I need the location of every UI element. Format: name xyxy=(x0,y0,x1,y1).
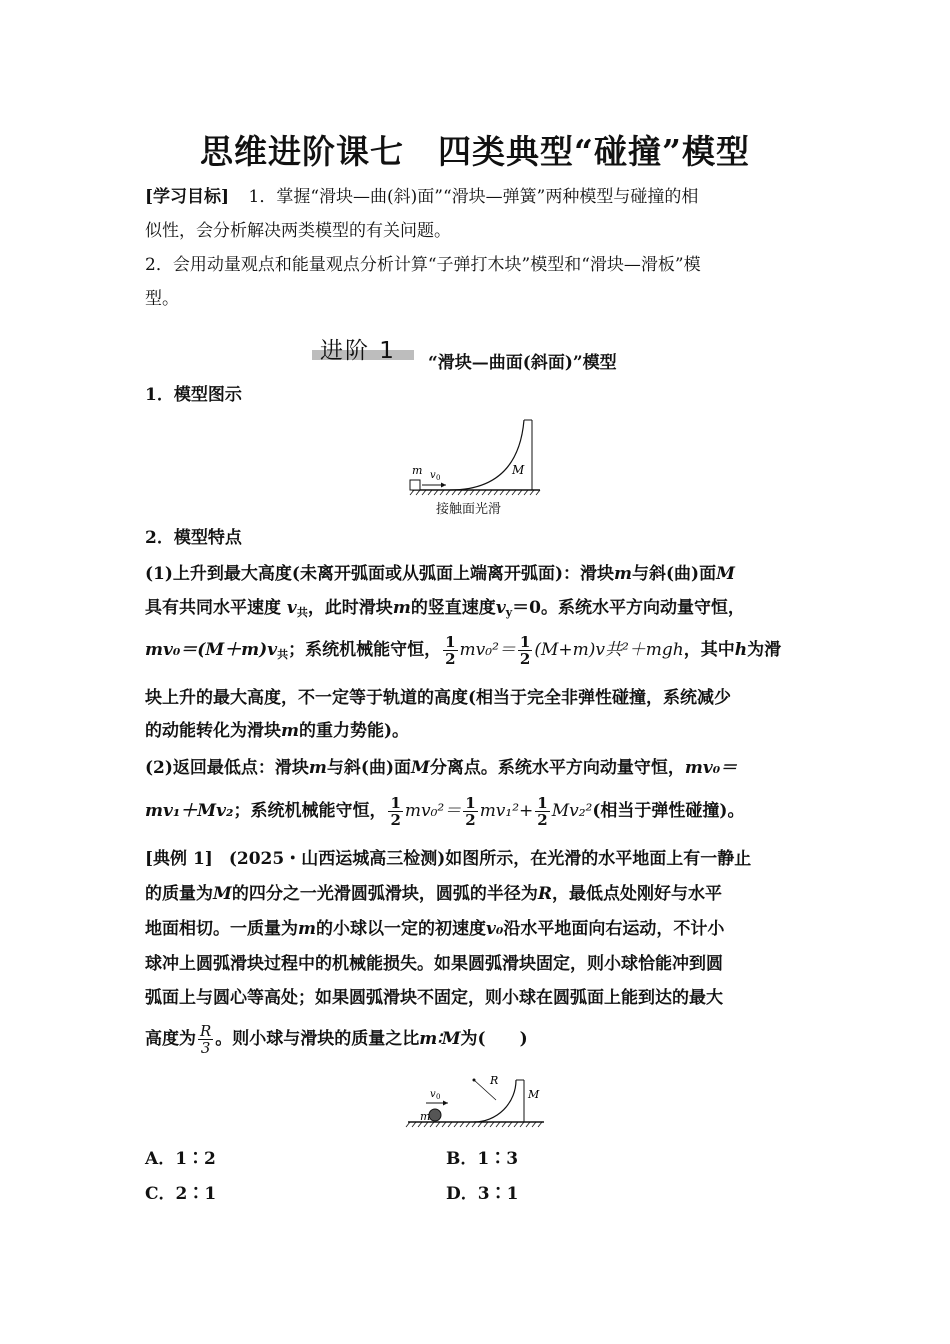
option-c[interactable]: C．2∶1 xyxy=(145,1184,217,1204)
objectives-line-3: 2．会用动量观点和能量观点分析计算“子弹打木块”模型和“滑块—滑板”模 xyxy=(145,255,701,275)
fig2-label-v: v xyxy=(430,1089,436,1100)
fraction-half-2: $\frac{1}{2}$ xyxy=(519,633,531,668)
example-l3-v0: v₀ xyxy=(486,919,504,939)
example-l2-M: M xyxy=(213,884,232,904)
feature-1-l2-m: m xyxy=(392,598,411,618)
feature-1-l2-text-d: ＝0。系统水平方向动量守恒， xyxy=(512,598,745,618)
example-l2-c: ，最低点处刚好与水平 xyxy=(551,884,722,904)
option-a[interactable]: A．1∶2 xyxy=(145,1149,216,1169)
example-l3-b: 的小球以一定的初速度 xyxy=(316,919,486,939)
model-diagram-heading: 1．模型图示 xyxy=(145,385,242,405)
example-l6-c: 为( ) xyxy=(460,1029,528,1049)
feature-2-momentum-formula: mv₁＋Mv₂ xyxy=(145,801,234,821)
feature-1-l3-end2: 为滑 xyxy=(747,640,782,660)
fig1-label-v: v xyxy=(430,470,436,481)
example-l3-a: 地面相切。一质量为 xyxy=(145,919,298,939)
page-title: 思维进阶课七 四类典型“碰撞”模型 xyxy=(200,132,750,171)
fraction-r-over-3: $\frac{R}{3}$ xyxy=(200,1022,212,1057)
feature-1-l2-vy: v xyxy=(495,598,506,618)
option-b[interactable]: B．1∶3 xyxy=(446,1149,519,1169)
feature-2-l2-mid: ；系统机械能守恒， xyxy=(233,801,387,821)
example-l3-m: m xyxy=(298,919,316,939)
feature-1-var-M: M xyxy=(716,564,735,584)
feature-2-l1-b: 与斜(曲)面 xyxy=(326,758,412,778)
feature-1-l2-text-a: 具有共同水平速度 xyxy=(145,598,281,618)
section-title: “滑块—曲面(斜面)”模型 xyxy=(428,353,617,373)
feature-2-l1-c: 分离点。系统水平方向动量守恒， xyxy=(429,758,685,778)
objectives-line-2: 似性，会分析解决两类模型的有关问题。 xyxy=(145,221,451,241)
feature-1-line-3 xyxy=(145,632,781,673)
example-l2-a: 的质量为 xyxy=(145,884,213,904)
feature-1-l2-y: y xyxy=(505,606,513,619)
objectives-tag: [学习目标] xyxy=(145,187,230,207)
ball-arc-figure xyxy=(404,1070,554,1130)
objectives-text-1: 1．掌握“滑块—曲(斜)面”“滑块—弹簧”两种模型与碰撞的相 xyxy=(248,187,699,207)
feature-1-l5-a: 的动能转化为滑块 xyxy=(145,721,281,741)
fig1-label-M: M xyxy=(512,463,525,477)
slider-curve-figure xyxy=(400,416,550,498)
feature-1-l2-gong: 共 xyxy=(296,606,308,619)
features-heading: 2．模型特点 xyxy=(145,528,242,548)
feature-1-l2-text-b: ，此时滑块 xyxy=(307,598,393,618)
example-l3-c: 沿水平地面向右运动，不计小 xyxy=(503,919,725,939)
option-d[interactable]: D．3∶1 xyxy=(446,1184,519,1204)
feature-2-energy-right: Mv₂² xyxy=(551,801,593,821)
example-l6-a: 高度为 xyxy=(145,1029,196,1049)
fig2-label-v-sub: 0 xyxy=(436,1093,441,1101)
feature-2-l1-formula: mv₀＝ xyxy=(684,758,738,778)
feature-1-l5-b: 的重力势能)。 xyxy=(299,721,410,741)
feature-1-l3-end: ，其中 xyxy=(683,640,735,660)
feature-1-l2-text-c: 的竖直速度 xyxy=(410,598,496,618)
feature-1-l5-m: m xyxy=(281,721,299,741)
feature-2-l1-a: (2)返回最低点：滑块 xyxy=(145,758,309,778)
fig2-label-R: R xyxy=(490,1074,499,1087)
feature-1-text-a: (1)上升到最大高度(未离开弧面或从弧面上端离开弧面)：滑块 xyxy=(145,564,615,584)
example-line-1 xyxy=(145,848,751,870)
feature-2-line-2 xyxy=(145,793,744,829)
feature-1-l3-h: h xyxy=(734,640,748,660)
fraction-half-1: $\frac{1}{2}$ xyxy=(445,633,456,668)
feature-1-text-b: 与斜(曲)面 xyxy=(632,564,717,584)
feature-1-line-5 xyxy=(145,720,409,742)
fig1-label-m: m xyxy=(412,464,423,477)
feature-2-line-1 xyxy=(145,757,737,779)
example-tag: [典例 1] xyxy=(145,849,213,869)
example-l6-b: 。则小球与滑块的质量之比 xyxy=(215,1029,420,1049)
example-l6-ratio: m∶M xyxy=(419,1029,461,1049)
feature-1-line-2 xyxy=(145,597,745,624)
fig1-label-v-sub: 0 xyxy=(436,474,441,482)
section-badge-text: 进阶 1 xyxy=(320,338,396,364)
feature-2-l1-m: m xyxy=(308,758,327,778)
feature-1-line-1 xyxy=(145,563,735,585)
example-text-1: (2025・山西运城高三检测)如图所示，在光滑的水平地面上有一静止 xyxy=(228,849,752,869)
section-badge xyxy=(312,334,414,364)
example-line-5: 弧面上与圆心等高处；如果圆弧滑块不固定，则小球在圆弧面上能到达的最大 xyxy=(145,988,723,1008)
feature-2-energy-mid: mv₁²+ xyxy=(479,801,534,821)
feature-2-energy-left: mv₀²＝ xyxy=(404,801,462,821)
feature-1-energy-left: mv₀²＝ xyxy=(459,640,516,660)
feature-1-energy-right: (M+m)v共²＋mgh xyxy=(534,640,684,660)
fraction-half-4: $\frac{1}{2}$ xyxy=(465,794,476,829)
fig1-caption: 接触面光滑 xyxy=(436,502,502,517)
feature-2-l2-end: (相当于弹性碰撞)。 xyxy=(592,801,745,821)
example-line-3 xyxy=(145,918,724,940)
example-line-4: 球冲上圆弧滑块过程中的机械能损失。如果圆弧滑块固定，则小球恰能冲到圆 xyxy=(145,954,723,974)
feature-1-line-4: 块上升的最大高度，不一定等于轨道的高度(相当于完全非弹性碰撞，系统减少 xyxy=(145,688,732,708)
fig2-label-m: m xyxy=(420,1110,431,1123)
feature-1-momentum-formula: mv₀＝(M＋m)v xyxy=(145,640,278,660)
feature-2-l1-M: M xyxy=(411,758,430,778)
example-l2-R: R xyxy=(537,884,552,904)
feature-1-l3-mid: ；系统机械能守恒， xyxy=(288,640,442,660)
objectives-line-1 xyxy=(145,186,698,208)
fraction-half-5: $\frac{1}{2}$ xyxy=(537,794,548,829)
feature-1-l3-gong: 共 xyxy=(277,648,289,661)
fig2-label-M: M xyxy=(528,1088,540,1101)
feature-1-l2-v: v xyxy=(286,598,297,618)
feature-1-var-m: m xyxy=(614,564,633,584)
example-line-2 xyxy=(145,883,722,905)
fraction-half-3: $\frac{1}{2}$ xyxy=(390,794,401,829)
example-line-6 xyxy=(145,1020,528,1058)
example-l2-b: 的四分之一光滑圆弧滑块，圆弧的半径为 xyxy=(231,884,538,904)
objectives-line-4: 型。 xyxy=(145,289,179,309)
